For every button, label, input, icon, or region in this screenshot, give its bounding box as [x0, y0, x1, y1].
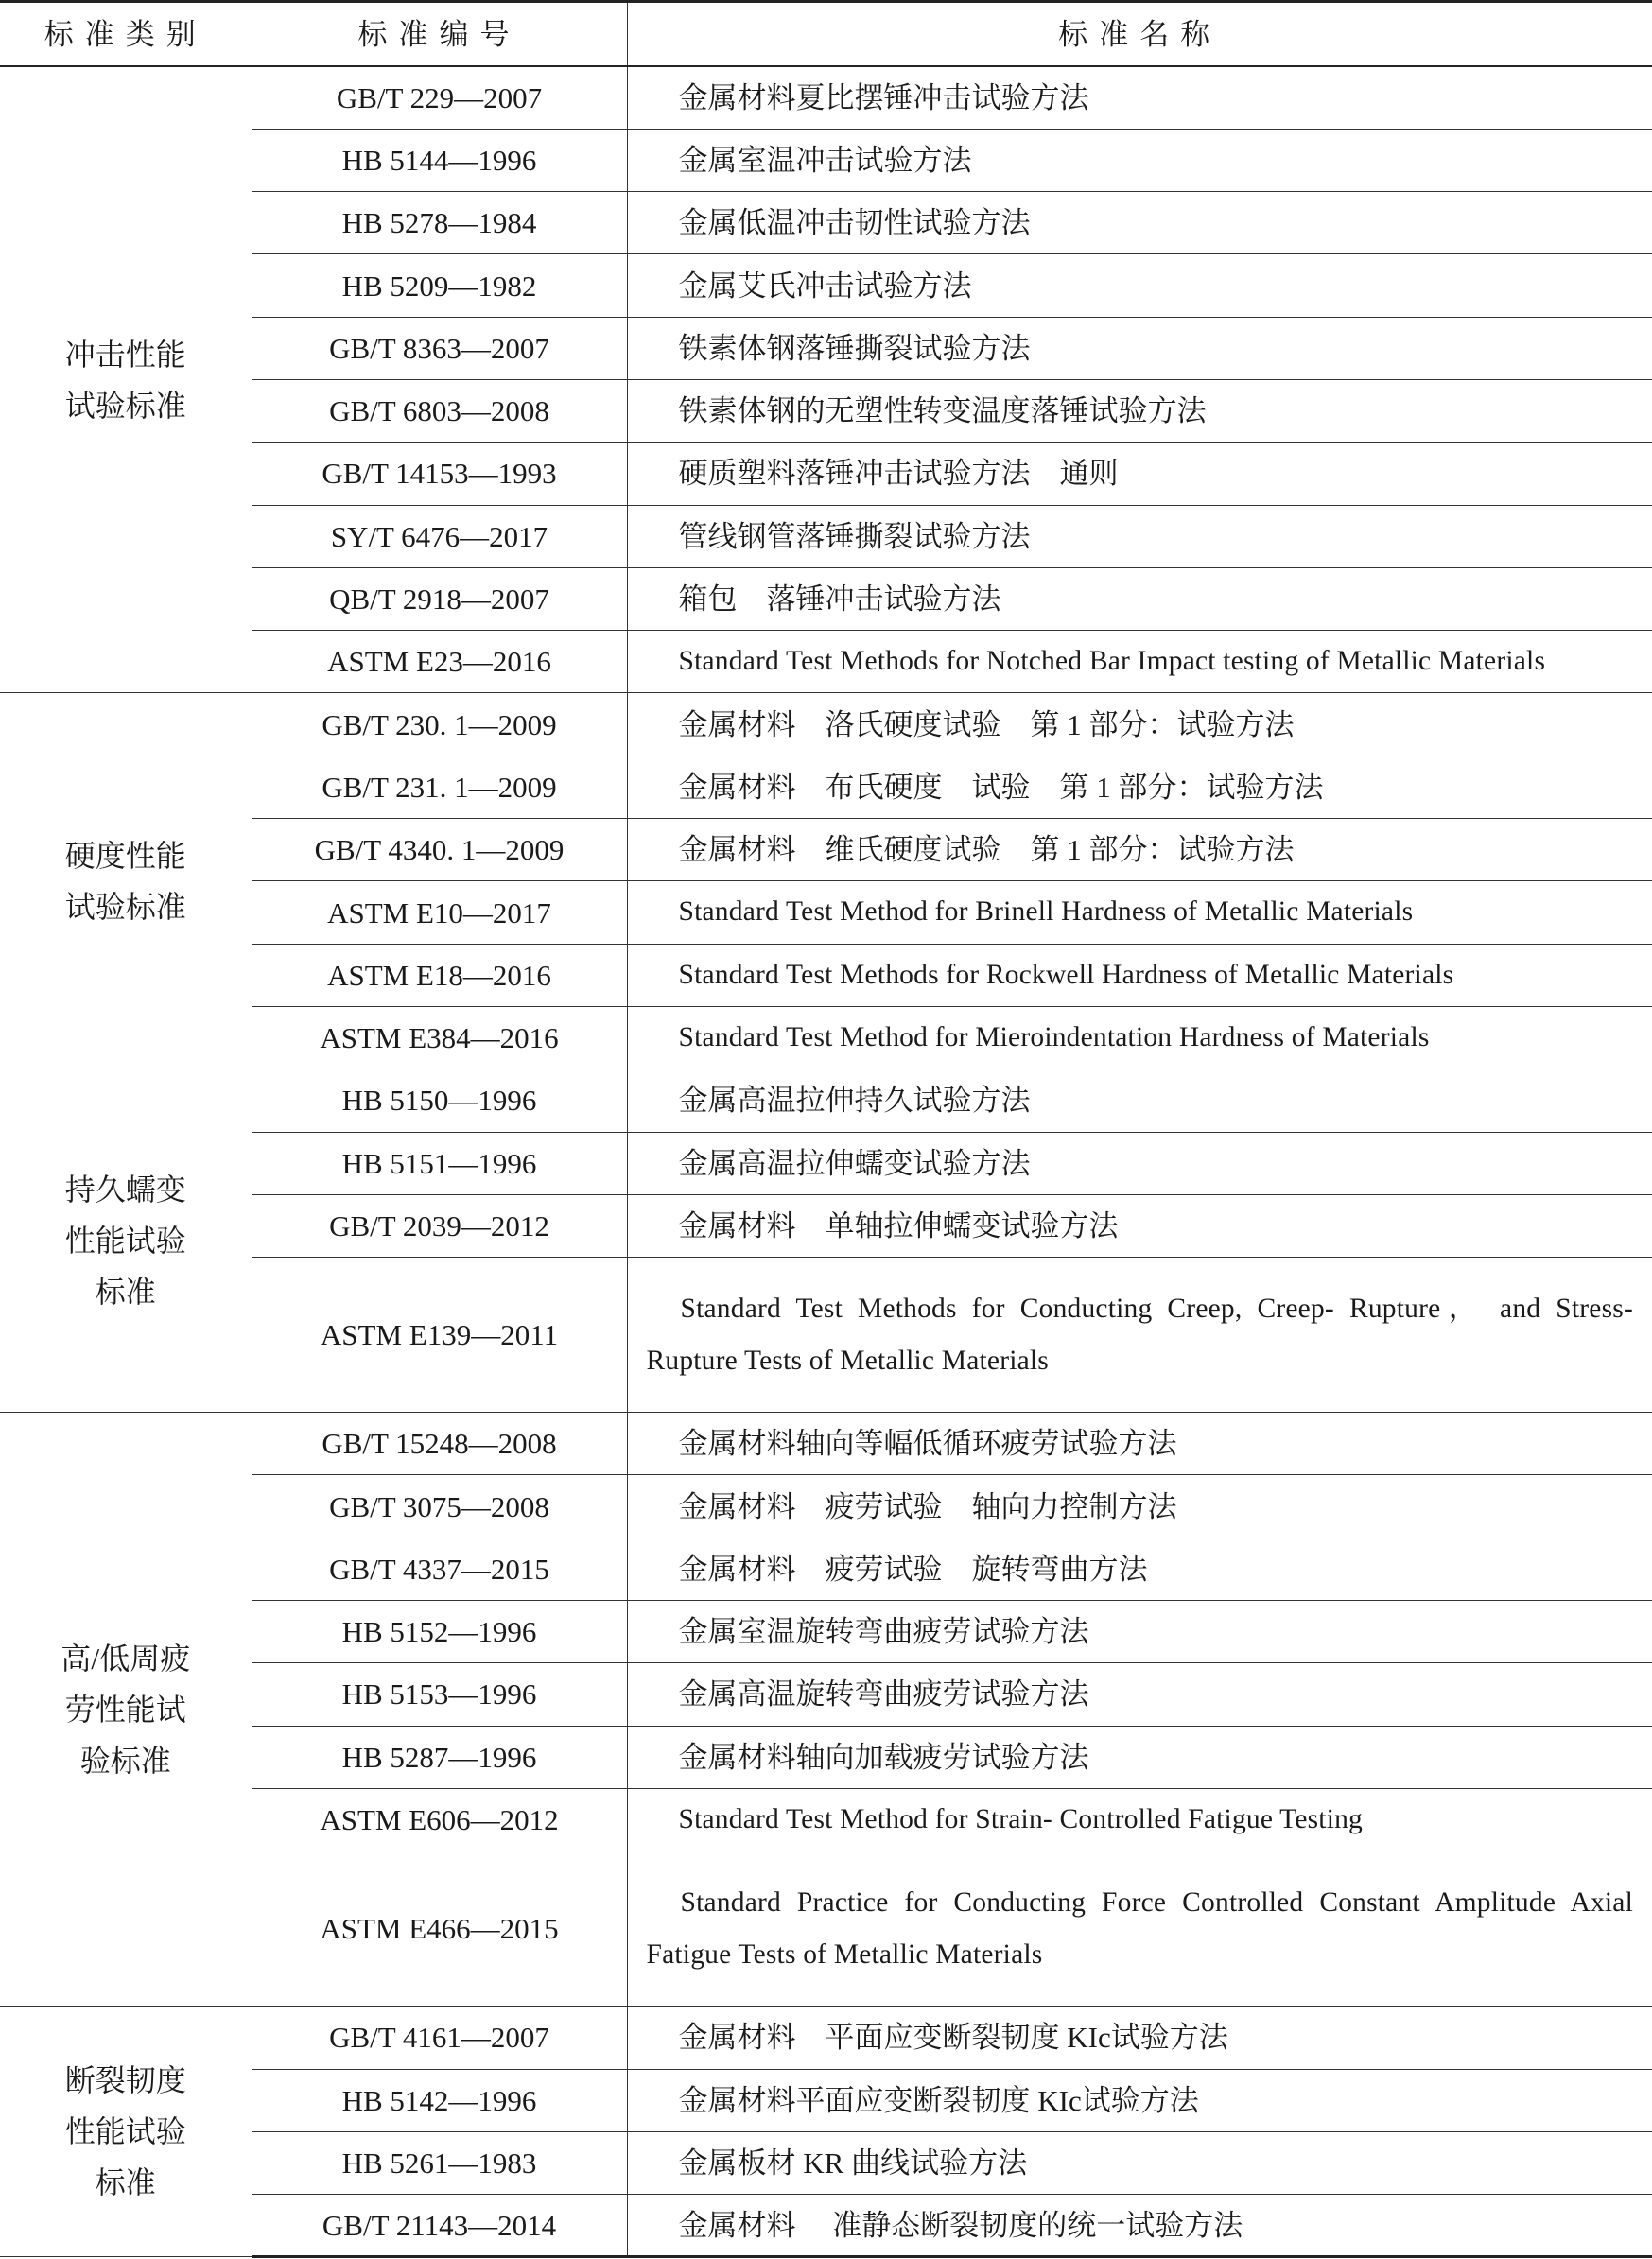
standard-name: 金属材料平面应变断裂韧度 KIc试验方法 — [627, 2069, 1652, 2131]
standard-code: HB 5209—1982 — [252, 254, 627, 317]
standard-code: ASTM E10—2017 — [252, 881, 627, 944]
standard-code: GB/T 4161—2007 — [252, 2007, 627, 2069]
standard-code: GB/T 231. 1—2009 — [252, 756, 627, 818]
standard-name: Standard Practice for Conducting Force Controlled Constant Amplitude Axial Fatigue Tests of Metallic Materials — [627, 1851, 1652, 2007]
standard-name: 金属材料 疲劳试验 轴向力控制方法 — [627, 1475, 1652, 1538]
standard-code: GB/T 2039—2012 — [252, 1194, 627, 1257]
standard-name: 金属材料 准静态断裂韧度的统一试验方法 — [627, 2195, 1652, 2257]
standard-name: 硬质塑料落锤冲击试验方法 通则 — [627, 443, 1652, 505]
standard-code: HB 5153—1996 — [252, 1663, 627, 1726]
standard-name: 金属材料轴向等幅低循环疲劳试验方法 — [627, 1413, 1652, 1475]
standard-name: 金属板材 KR 曲线试验方法 — [627, 2131, 1652, 2194]
table-row — [0, 2007, 1652, 2069]
standard-code: SY/T 6476—2017 — [252, 505, 627, 567]
standard-code: GB/T 15248—2008 — [252, 1413, 627, 1475]
standard-name: Standard Test Method for Strain- Controlled Fatigue Testing — [627, 1788, 1652, 1851]
standard-code: HB 5278—1984 — [252, 192, 627, 254]
table-row — [0, 66, 1652, 129]
standard-code: HB 5287—1996 — [252, 1726, 627, 1788]
standard-name: 金属高温拉伸蠕变试验方法 — [627, 1132, 1652, 1194]
standard-code: ASTM E139—2011 — [252, 1258, 627, 1413]
standard-code: GB/T 230. 1—2009 — [252, 693, 627, 756]
standard-code: ASTM E466—2015 — [252, 1851, 627, 2007]
standard-name: 金属艾氏冲击试验方法 — [627, 254, 1652, 317]
standard-code: ASTM E23—2016 — [252, 631, 627, 693]
header-code: 标准编号 — [252, 2, 627, 67]
category-fatigue: 高/低周疲 劳性能试 验标准 — [0, 1413, 252, 2007]
standard-name: 金属材料 单轴拉伸蠕变试验方法 — [627, 1194, 1652, 1257]
standard-name: 金属材料 疲劳试验 旋转弯曲方法 — [627, 1538, 1652, 1600]
standard-code: ASTM E384—2016 — [252, 1006, 627, 1069]
standard-name: 铁素体钢落锤撕裂试验方法 — [627, 317, 1652, 379]
standard-code: HB 5144—1996 — [252, 129, 627, 191]
standard-name: Standard Test Methods for Rockwell Hardness of Metallic Materials — [627, 944, 1652, 1006]
standard-name: 金属室温冲击试验方法 — [627, 129, 1652, 191]
standard-code: GB/T 4340. 1—2009 — [252, 819, 627, 881]
standard-name: 金属材料轴向加载疲劳试验方法 — [627, 1726, 1652, 1788]
table-row — [0, 1069, 1652, 1132]
standard-name: 金属高温拉伸持久试验方法 — [627, 1069, 1652, 1132]
category-fracture: 断裂韧度 性能试验 标准 — [0, 2007, 252, 2257]
standard-name: 管线钢管落锤撕裂试验方法 — [627, 505, 1652, 567]
standard-name: 金属材料夏比摆锤冲击试验方法 — [627, 66, 1652, 129]
standard-code: HB 5142—1996 — [252, 2069, 627, 2131]
standard-name: Standard Test Methods for Conducting Creep, Creep- Rupture， and Stress- Rupture Tests of Metallic Materials — [627, 1258, 1652, 1413]
standard-code: ASTM E606—2012 — [252, 1788, 627, 1851]
standard-code: QB/T 2918—2007 — [252, 567, 627, 630]
standard-code: HB 5151—1996 — [252, 1132, 627, 1194]
category-hardness: 硬度性能 试验标准 — [0, 693, 252, 1069]
standard-name: 铁素体钢的无塑性转变温度落锤试验方法 — [627, 379, 1652, 442]
standard-name: 金属室温旋转弯曲疲劳试验方法 — [627, 1601, 1652, 1663]
standard-name: 金属材料 布氏硬度 试验 第 1 部分：试验方法 — [627, 756, 1652, 818]
standard-code: GB/T 229—2007 — [252, 66, 627, 129]
table-row — [0, 693, 1652, 756]
standard-code: GB/T 6803—2008 — [252, 379, 627, 442]
standard-code: GB/T 3075—2008 — [252, 1475, 627, 1538]
standard-name: Standard Test Method for Mieroindentation Hardness of Materials — [627, 1006, 1652, 1069]
standard-name: 金属材料 平面应变断裂韧度 KIc试验方法 — [627, 2007, 1652, 2069]
standard-name: 金属材料 洛氏硬度试验 第 1 部分：试验方法 — [627, 693, 1652, 756]
standard-code: GB/T 4337—2015 — [252, 1538, 627, 1600]
category-impact: 冲击性能 试验标准 — [0, 66, 252, 693]
standard-code: GB/T 8363—2007 — [252, 317, 627, 379]
header-row — [0, 2, 1652, 67]
standard-name: 金属低温冲击韧性试验方法 — [627, 192, 1652, 254]
standard-code: HB 5150—1996 — [252, 1069, 627, 1132]
standard-code: ASTM E18—2016 — [252, 944, 627, 1006]
header-category: 标准类别 — [0, 2, 252, 67]
standard-code: GB/T 21143—2014 — [252, 2195, 627, 2257]
table-row — [0, 1413, 1652, 1475]
header-name: 标准名称 — [627, 2, 1652, 67]
standard-name: Standard Test Methods for Notched Bar Impact testing of Metallic Materials — [627, 631, 1652, 693]
standard-name: Standard Test Method for Brinell Hardness of Metallic Materials — [627, 881, 1652, 944]
standard-code: HB 5152—1996 — [252, 1601, 627, 1663]
standard-name: 箱包 落锤冲击试验方法 — [627, 567, 1652, 630]
category-creep: 持久蠕变 性能试验 标准 — [0, 1069, 252, 1413]
standard-name: 金属材料 维氏硬度试验 第 1 部分：试验方法 — [627, 819, 1652, 881]
standard-code: GB/T 14153—1993 — [252, 443, 627, 505]
standard-name: 金属高温旋转弯曲疲劳试验方法 — [627, 1663, 1652, 1726]
standard-code: HB 5261—1983 — [252, 2131, 627, 2194]
